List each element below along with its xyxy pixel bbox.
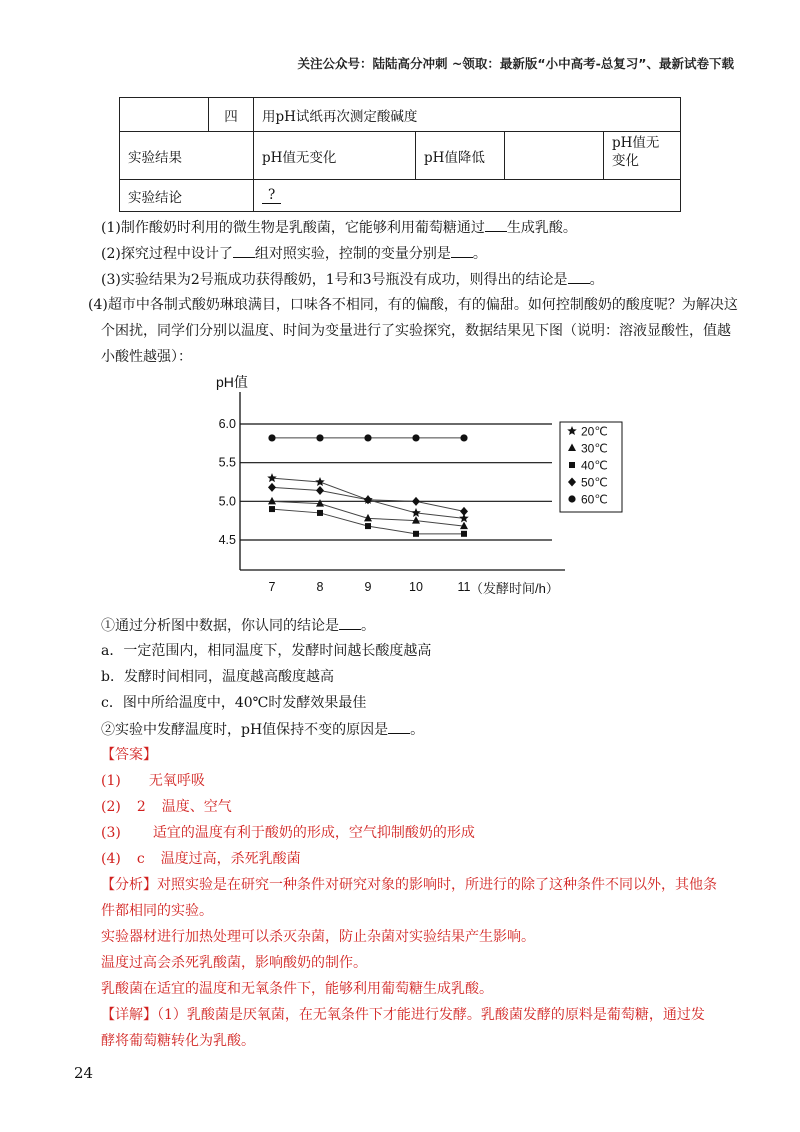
sub-question-1: ①通过分析图中数据，你认同的结论是 。 [101, 615, 375, 636]
step-description: 用pH试纸再次测定酸碱度 [254, 98, 681, 132]
y-tick-label: 6.0 [218, 417, 236, 431]
data-point-square [317, 510, 323, 516]
conclusion-cell: ? [254, 180, 681, 212]
data-point-square [461, 531, 467, 537]
legend-label: 50℃ [581, 475, 608, 490]
data-point-square [413, 531, 419, 537]
data-point-diamond [412, 497, 420, 506]
data-point-diamond [364, 495, 372, 504]
data-point-circle [412, 434, 419, 441]
answer-3: (3) 适宜的温度有利于酸奶的形成，空气抑制酸奶的形成 [101, 825, 475, 841]
detail-line-2: 酵将葡萄糖转化为乳酸。 [101, 1033, 255, 1049]
question-4-line1: (4)超市中各制式酸奶琳琅满目，口味各不相同，有的偏酸，有的偏甜。如何控制酸奶的酸度呢？为解决这 [88, 297, 738, 313]
result-cell-1: pH值无变化 [254, 132, 416, 180]
result-label: 实验结果 [120, 132, 254, 180]
data-point-circle [460, 434, 467, 441]
x-axis-label: （发酵时间/h） [470, 581, 559, 596]
option-b: b．发酵时间相同，温度越高酸度越高 [101, 669, 334, 685]
table-row [120, 180, 681, 212]
option-c: c．图中所给温度中，40℃时发酵效果最佳 [101, 695, 367, 711]
data-point-star [267, 473, 277, 482]
data-point-circle [364, 434, 371, 441]
data-point-triangle [412, 516, 420, 524]
data-point-diamond [460, 507, 468, 516]
data-point-diamond [268, 483, 276, 492]
answer-4: (4) c 温度过高，杀死乳酸菌 [101, 851, 301, 867]
analysis-line-1: 【分析】对照实验是在研究一种条件对研究对象的影响时，所进行的除了这种条件不同以外，其他条 [101, 877, 717, 893]
x-tick-label: 7 [268, 580, 276, 594]
option-a: a．一定范围内，相同温度下，发酵时间越长酸度越高 [101, 643, 432, 659]
legend-label: 30℃ [581, 441, 608, 456]
answer-title: 【答案】 [101, 747, 157, 763]
sub-question-2: ②实验中发酵温度时，pH值保持不变的原因是 。 [101, 719, 424, 740]
question-4-line3: 小酸性越强）： [101, 349, 192, 365]
question-1: (1)制作酸奶时利用的微生物是乳酸菌，它能够利用葡萄糖通过 生成乳酸。 [101, 217, 577, 238]
analysis-line-3: 实验器材进行加热处理可以杀灭杂菌，防止杂菌对实验结果产生影响。 [101, 929, 535, 945]
y-axis-label: pH值 [216, 374, 248, 390]
step-number: 四 [209, 98, 254, 132]
result-cell-2: pH值降低 [416, 132, 505, 180]
answer-1: (1) 无氧呼吸 [101, 773, 205, 789]
question-2: (2)探究过程中设计了 组对照实验，控制的变量分别是 。 [101, 243, 487, 264]
data-point-square [269, 506, 275, 512]
legend-label: 20℃ [581, 424, 608, 439]
analysis-line-2: 件都相同的实验。 [101, 903, 213, 919]
legend-label: 40℃ [581, 458, 608, 473]
y-tick-label: 5.5 [218, 455, 236, 470]
data-point-square [365, 523, 371, 529]
page-header: 关注公众号：陆陆高分冲刺 ~领取：最新版“小中高考-总复习”、最新试卷下载 [297, 56, 734, 71]
page-number: 24 [74, 1064, 94, 1082]
table-row [120, 132, 681, 180]
question-3: (3)实验结果为2号瓶成功获得酸奶，1号和3号瓶没有成功，则得出的结论是 。 [101, 269, 604, 290]
result-cell-3 [505, 132, 604, 180]
x-tick-label: 8 [316, 580, 324, 594]
y-tick-label: 4.5 [218, 533, 236, 547]
y-tick-label: 5.0 [218, 494, 236, 509]
data-point-circle [316, 434, 323, 441]
experiment-table [119, 97, 681, 212]
data-point-circle [268, 434, 275, 441]
x-tick-label: 10 [409, 580, 423, 594]
x-tick-label: 11 [457, 580, 471, 594]
conclusion-label: 实验结论 [120, 180, 254, 212]
legend-marker-square [569, 462, 575, 468]
result-cell-4: pH值无变化 [604, 132, 681, 180]
analysis-line-4: 温度过高会杀死乳酸菌，影响酸奶的制作。 [101, 955, 367, 971]
table-row [120, 98, 681, 132]
ph-line-chart [200, 370, 608, 602]
analysis-line-5: 乳酸菌在适宜的温度和无氧条件下，能够利用葡萄糖生成乳酸。 [101, 981, 493, 997]
data-point-triangle [316, 499, 324, 507]
series-line-square [272, 509, 464, 534]
x-tick-label: 9 [364, 580, 372, 594]
data-point-triangle [268, 497, 276, 504]
answer-2: (2) 2 温度、空气 [101, 799, 232, 815]
legend-marker-circle [568, 495, 575, 502]
question-4-line2: 个困扰，同学们分别以温度、时间为变量进行了实验探究，数据结果见下图（说明：溶液显酸性，值越 [101, 323, 731, 339]
data-point-diamond [316, 486, 324, 495]
legend-label: 60℃ [581, 492, 608, 507]
detail-line-1: 【详解】（1）乳酸菌是厌氧菌，在无氧条件下才能进行发酵。乳酸菌发酵的原料是葡萄糖，通过发 [101, 1007, 705, 1023]
data-point-star [411, 508, 421, 517]
data-point-star [315, 477, 325, 486]
